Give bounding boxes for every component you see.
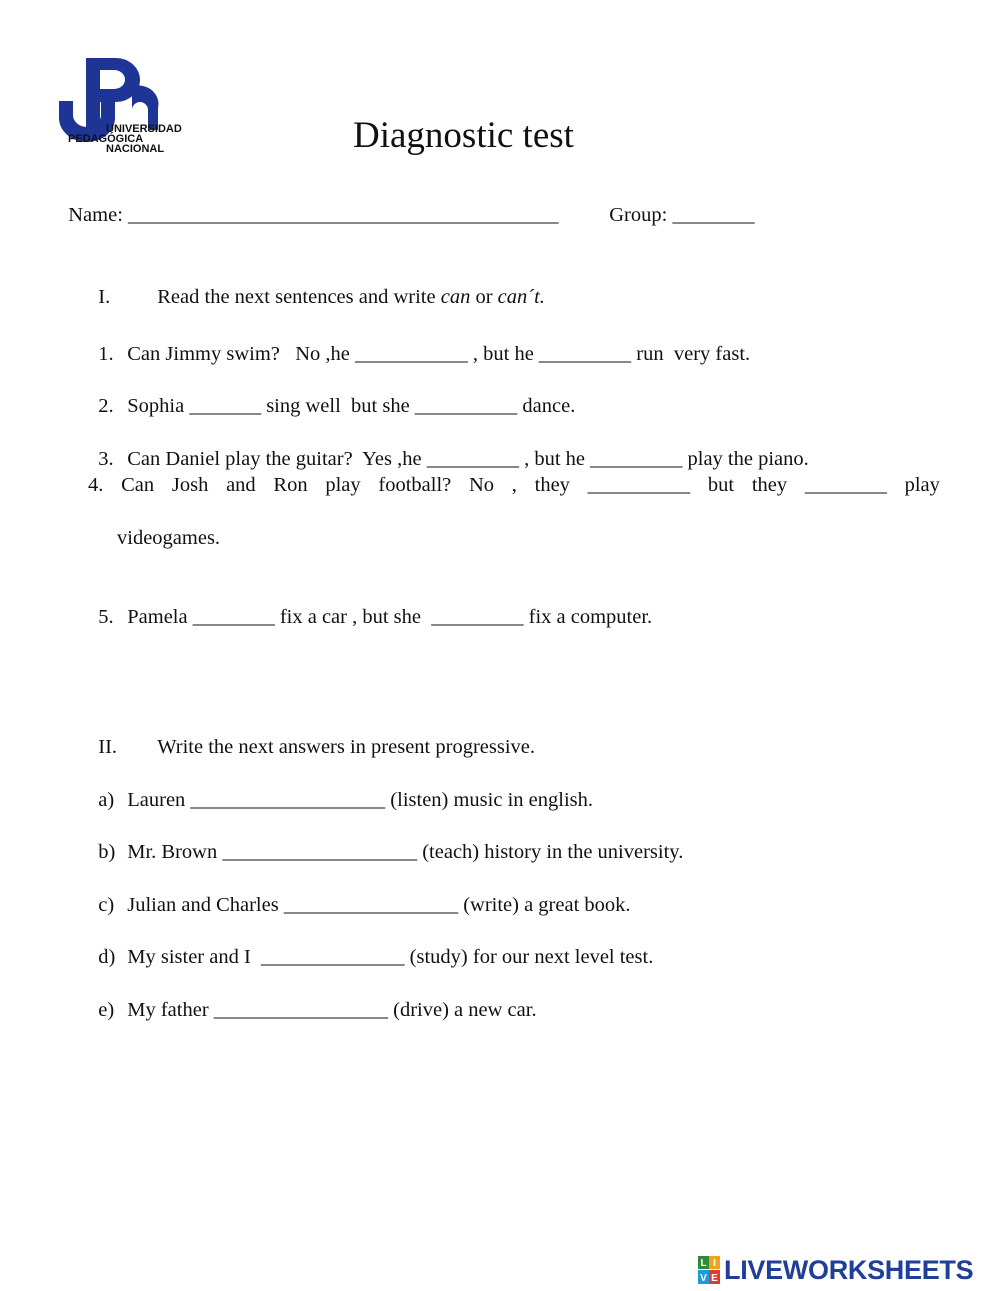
tile-letter: V bbox=[700, 1273, 707, 1284]
item-text: Sophia _______ sing well but she __________ dance. bbox=[127, 395, 576, 417]
item-word: Can bbox=[121, 474, 155, 496]
item-letter: b) bbox=[98, 841, 116, 863]
item-number: 3. bbox=[98, 448, 114, 470]
name-field[interactable]: __________________________________________ bbox=[128, 204, 559, 226]
exercise-2-item[interactable] bbox=[88, 971, 537, 1023]
page-title: Diagnostic test bbox=[353, 115, 574, 156]
group-row bbox=[599, 176, 754, 228]
item-letter: e) bbox=[98, 999, 115, 1021]
exercise-2-item[interactable] bbox=[88, 813, 683, 865]
item-word: __________ bbox=[587, 474, 691, 496]
exercise-1-item[interactable] bbox=[88, 367, 575, 419]
section-2-numeral: II. bbox=[98, 736, 118, 758]
item-text: Can Daniel play the guitar? Yes ,he _________ , but he _________ play the piano. bbox=[127, 448, 809, 470]
group-field[interactable]: ________ bbox=[672, 204, 755, 226]
exercise-1-item[interactable] bbox=[88, 578, 652, 630]
liveworksheets-brand[interactable] bbox=[697, 1254, 973, 1286]
item-letter: c) bbox=[98, 894, 115, 916]
item-word: but bbox=[707, 474, 735, 496]
liveworksheets-icon bbox=[697, 1255, 721, 1285]
liveworksheets-logo-text: LIVEWORKSHEETS bbox=[724, 1254, 974, 1285]
section-1-instruction bbox=[88, 258, 545, 310]
item-text: My father _________________ (drive) a new car. bbox=[127, 999, 537, 1021]
tile-letter: E bbox=[711, 1273, 718, 1284]
exercise-1-item[interactable] bbox=[88, 420, 809, 472]
exercise-2-item[interactable] bbox=[88, 761, 593, 813]
item-number: 2. bbox=[98, 395, 114, 417]
exercise-1-item[interactable] bbox=[88, 472, 940, 498]
tile-letter: L bbox=[700, 1258, 707, 1269]
word-cant: can´t. bbox=[497, 286, 545, 308]
exercise-2-item[interactable] bbox=[88, 918, 653, 970]
item-word: play bbox=[904, 474, 940, 496]
exercise-1-item[interactable] bbox=[88, 315, 750, 367]
section-2-instruction-text: Write the next answers in present progressive. bbox=[157, 736, 535, 758]
logo-line-universidad: UNIVERSIDAD bbox=[106, 123, 182, 135]
item-letter: a) bbox=[98, 789, 115, 811]
item-word: Josh bbox=[171, 474, 209, 496]
item-word: football? bbox=[378, 474, 452, 496]
item-text: Lauren ___________________ (listen) music in english. bbox=[127, 789, 593, 811]
name-group-row bbox=[58, 176, 559, 228]
item-word: Ron bbox=[273, 474, 308, 496]
section-1-instruction-text: Read the next sentences and write bbox=[157, 286, 441, 308]
item-word: , bbox=[511, 474, 517, 496]
item-number: 1. bbox=[98, 343, 114, 365]
item-word: ________ bbox=[804, 474, 887, 496]
logo-line-nacional: NACIONAL bbox=[106, 143, 165, 154]
item-letter: d) bbox=[98, 946, 116, 968]
word-can: can bbox=[440, 286, 471, 308]
item-word: they bbox=[534, 474, 570, 496]
word-or: or bbox=[470, 286, 498, 308]
item-text: Pamela ________ fix a car , but she _________ fix a computer. bbox=[127, 606, 653, 628]
logo-line-pedagogica: PEDAGÓGICA bbox=[68, 133, 144, 145]
item-continuation: videogames. bbox=[117, 527, 221, 549]
section-1-numeral: I. bbox=[98, 286, 111, 308]
exercise-2-item[interactable] bbox=[88, 866, 631, 918]
item-word: they bbox=[751, 474, 788, 496]
item-word: and bbox=[226, 474, 256, 496]
item-text: My sister and I ______________ (study) for our next level test. bbox=[127, 946, 654, 968]
section-2-instruction bbox=[88, 708, 535, 760]
item-text: Julian and Charles _________________ (write) a great book. bbox=[127, 894, 631, 916]
tile-letter: I bbox=[713, 1258, 716, 1269]
item-text: Mr. Brown ___________________ (teach) history in the university. bbox=[127, 841, 684, 863]
item-text: Can Jimmy swim? No ,he ___________ , but he _________ run very fast. bbox=[127, 343, 751, 365]
group-label: Group: bbox=[609, 204, 673, 226]
item-word: play bbox=[325, 474, 361, 496]
item-number: 5. bbox=[98, 606, 114, 628]
upn-logo-icon bbox=[58, 58, 220, 154]
name-label: Name: bbox=[68, 204, 129, 226]
item-word: No bbox=[468, 474, 495, 496]
item-number: 4. bbox=[88, 474, 104, 496]
